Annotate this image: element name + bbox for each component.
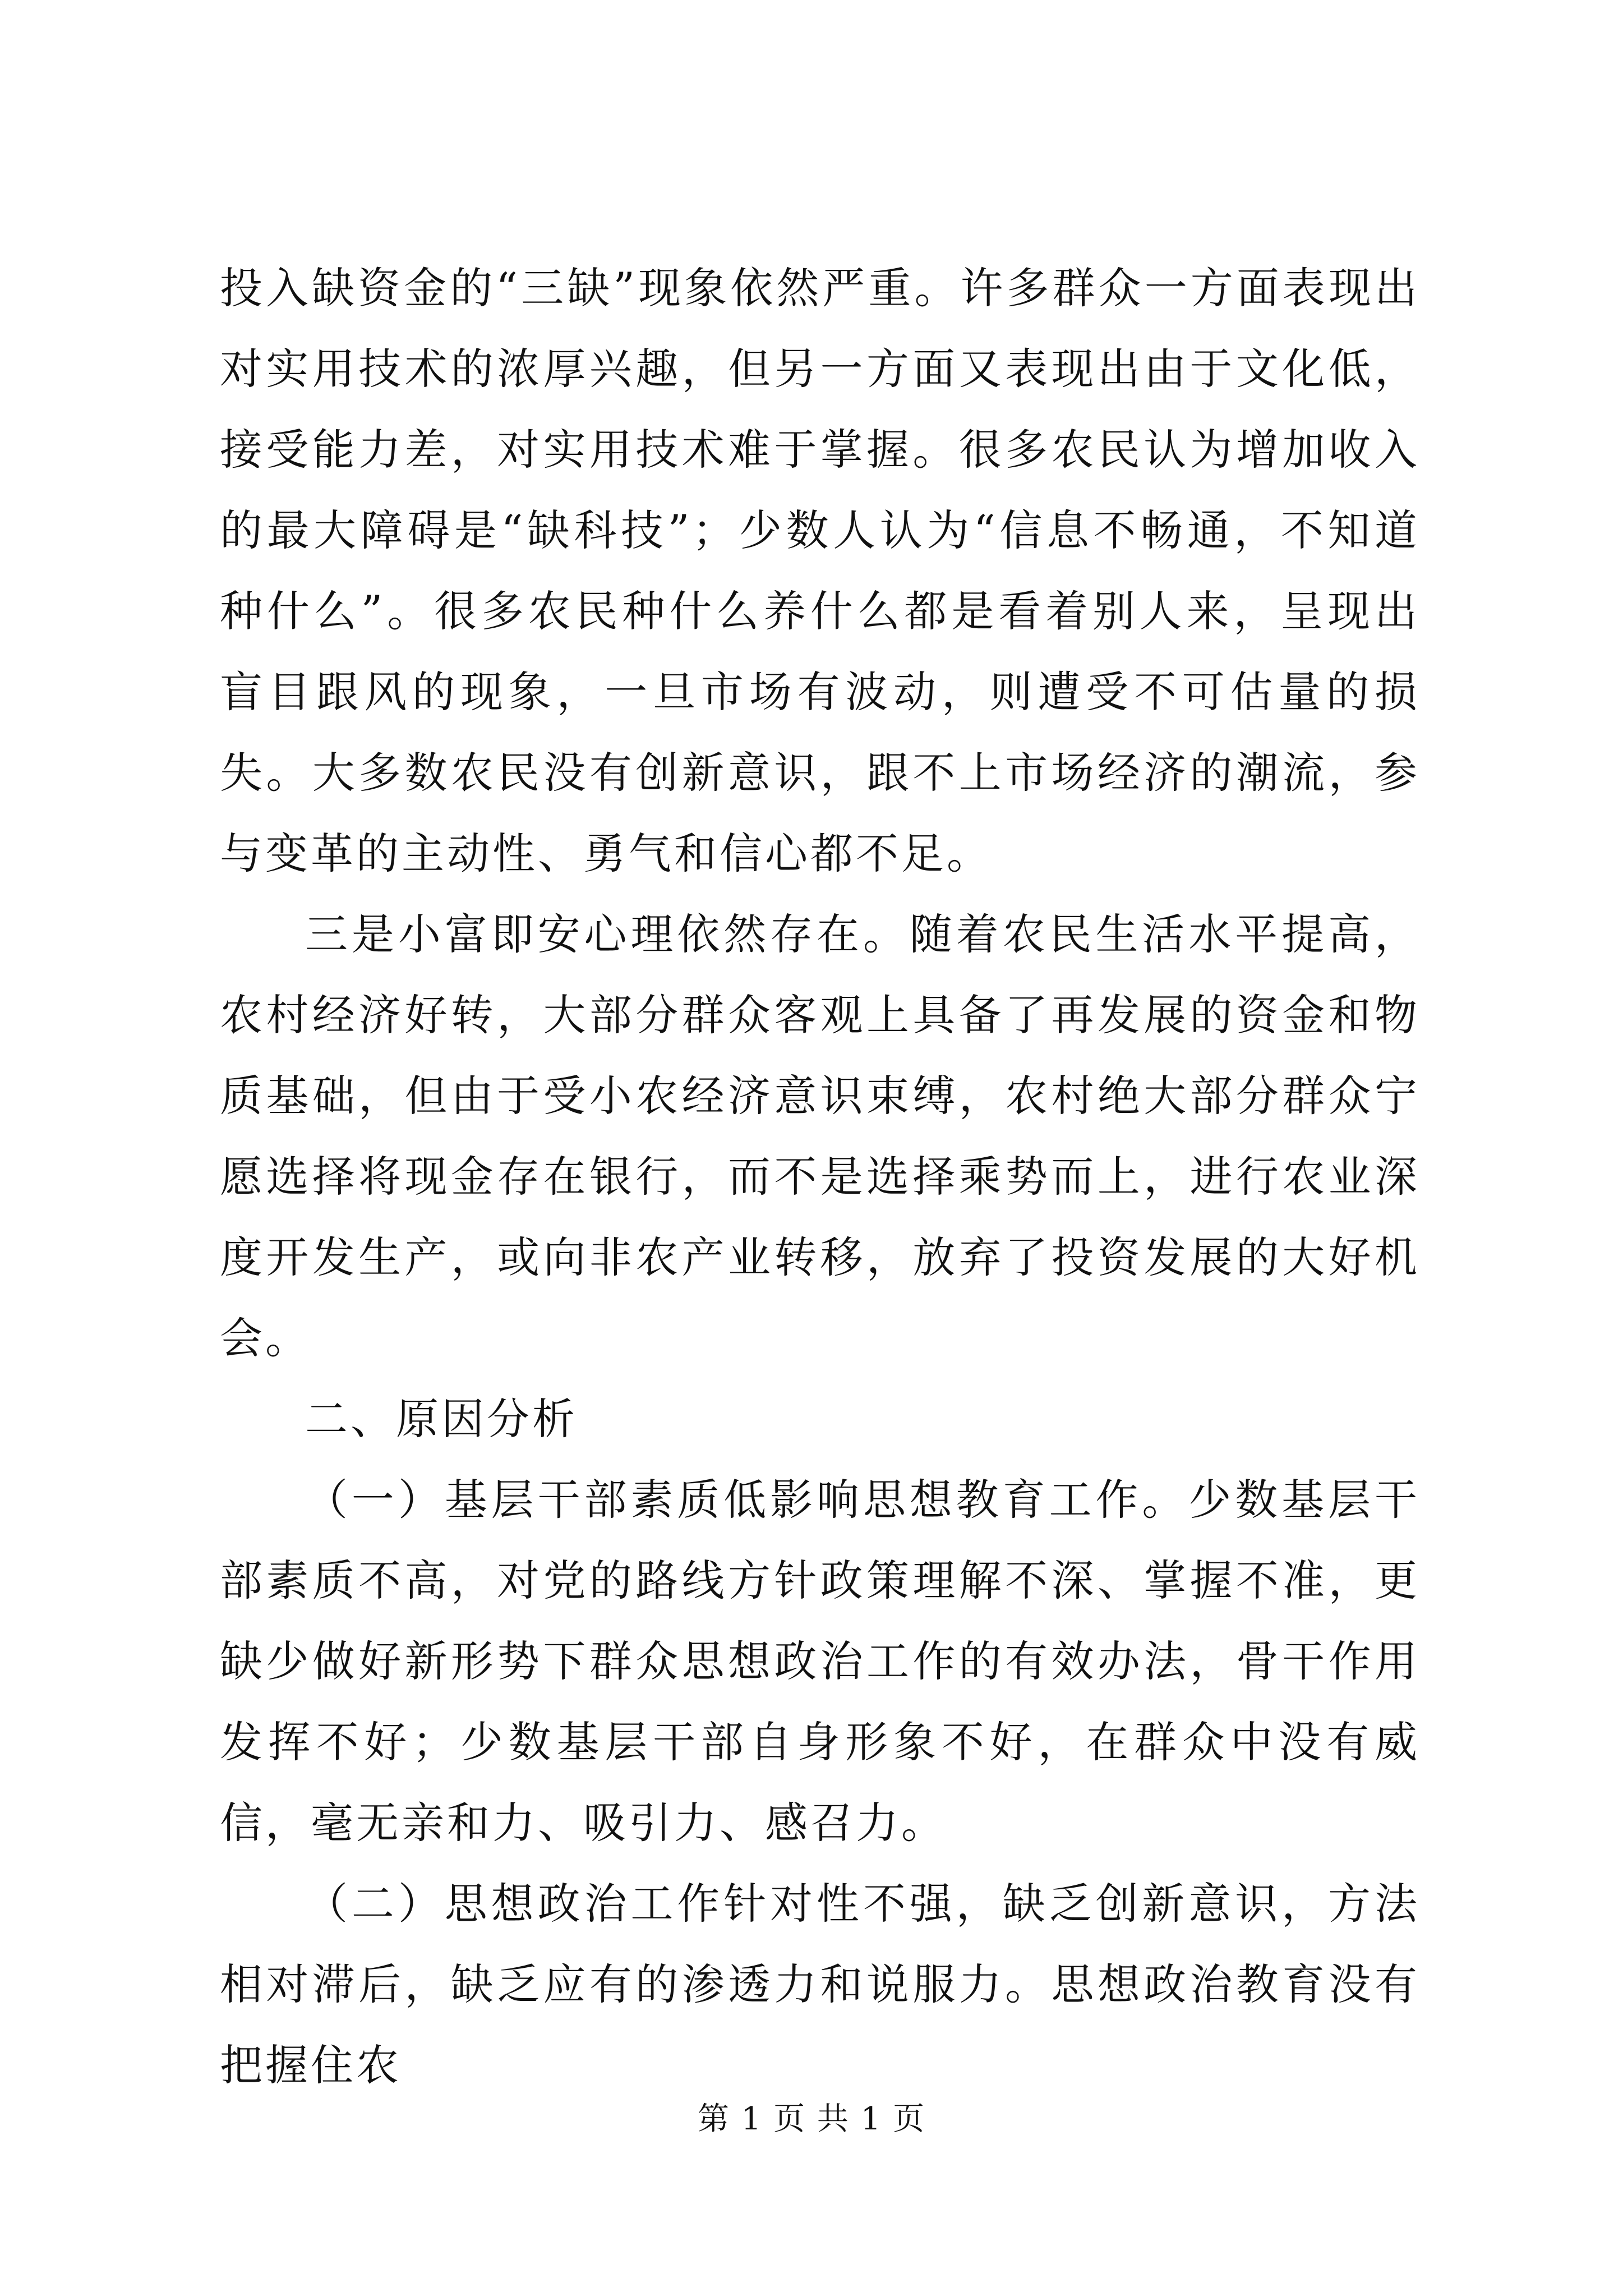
paragraph-political-work-relevance: （二）思想政治工作针对性不强，缺乏创新意识，方法相对滞后，缺乏应有的渗透力和说服力。思想政治教育没有把握住农 bbox=[220, 1879, 1420, 2090]
section-heading-cause-analysis: 二、原因分析 bbox=[305, 1394, 578, 1444]
paragraph-small-wealth-mentality: 三是小富即安心理依然存在。随着农民生活水平提高，农村经济好转，大部分群众客观上具备了再发展的资金和物质基础，但由于受小农经济意识束缚，农村绝大部分群众宁愿选择将现金存在银行，而不是选择乘势而上，进行农业深度开发生产，或向非农产业转移，放弃了投资发展的大好机会。 bbox=[220, 909, 1420, 1363]
page-footer: 第 1 页 共 1 页 bbox=[697, 2101, 926, 2137]
paragraph-three-shortages: 投入缺资金的“三缺”现象依然严重。许多群众一方面表现出对实用技术的浓厚兴趣，但另一方面又表现出由于文化低，接受能力差，对实用技术难于掌握。很多农民认为增加收入的最大障碍是“缺科技”；少数人认为“信息不畅通，不知道种什么”。很多农民种什么养什么都是看着别人来，呈现出盲目跟风的现象，一旦市场有波动，则遭受不可估量的损失。大多数农民没有创新意识，跟不上市场经济的潮流，参与变革的主动性、勇气和信心都不足。 bbox=[220, 263, 1420, 878]
paragraph-cadre-quality: （一）基层干部素质低影响思想教育工作。少数基层干部素质不高，对党的路线方针政策理解不深、掌握不准，更缺少做好新形势下群众思想政治工作的有效办法，骨干作用发挥不好；少数基层干部自身形象不好，在群众中没有威信，毫无亲和力、吸引力、感召力。 bbox=[220, 1475, 1420, 1848]
document-body bbox=[220, 248, 1420, 2106]
